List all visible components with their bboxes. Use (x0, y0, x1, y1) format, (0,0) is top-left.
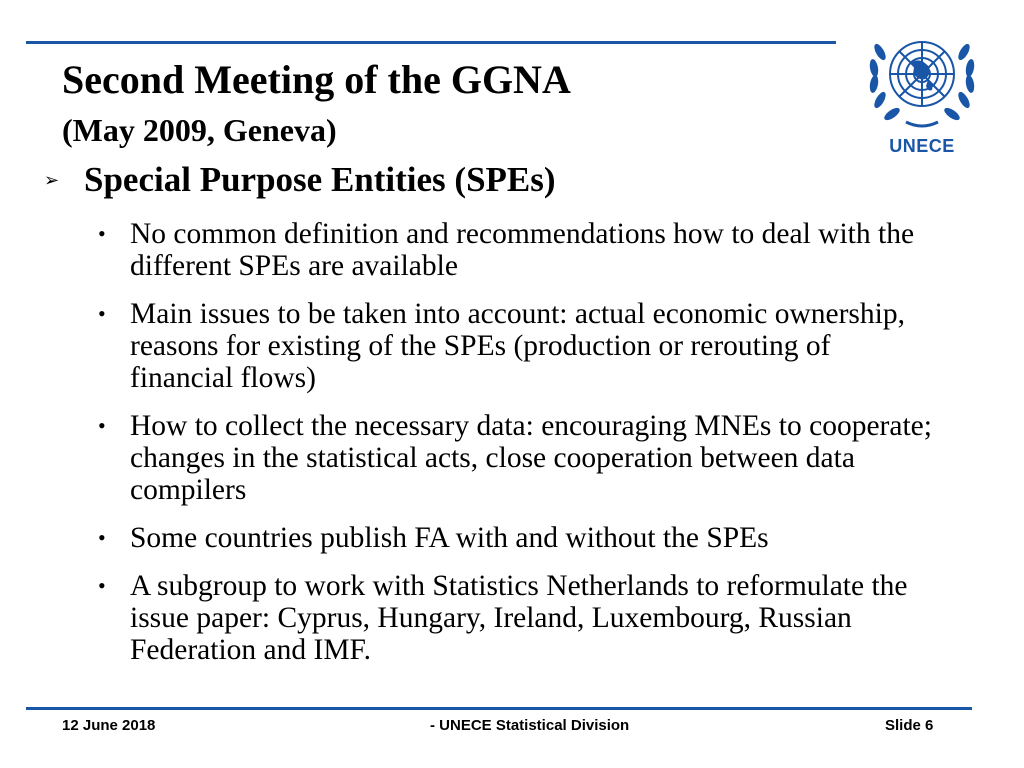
list-item (98, 218, 948, 282)
slide-title: Second Meeting of the GGNA (62, 57, 571, 102)
bottom-divider (26, 707, 972, 710)
footer-date: 12 June 2018 (62, 717, 156, 734)
footer-slide-number: Slide 6 (885, 717, 934, 734)
bullet-dot-icon: • (98, 413, 106, 438)
bullet-dot-icon: • (98, 525, 106, 550)
bullet-dot-icon: • (98, 221, 106, 246)
slide-subtitle: (May 2009, Geneva) (62, 112, 337, 148)
unece-logo (862, 22, 982, 162)
bullet-list (98, 218, 948, 682)
list-item (98, 522, 948, 554)
footer-organization: - UNECE Statistical Division (430, 717, 630, 734)
list-item (98, 410, 948, 506)
logo-text: UNECE (889, 136, 955, 156)
bullet-text: How to collect the necessary data: encouraging MNEs to cooperate; changes in the statistical acts, close cooperation between data compilers (130, 410, 932, 506)
bullet-dot-icon: • (98, 573, 106, 598)
bullet-text: No common definition and recommendations how to deal with the different SPEs are available (130, 218, 915, 282)
un-emblem-icon (862, 22, 982, 134)
bullet-text: A subgroup to work with Statistics Netherlands to reformulate the issue paper: Cyprus, Hungary, Ireland, Luxembourg, Russian Federation and IMF. (130, 570, 908, 666)
top-divider (26, 41, 836, 44)
bullet-dot-icon: • (98, 301, 106, 326)
section-heading (44, 158, 556, 202)
list-item (98, 298, 948, 394)
bullet-text: Some countries publish FA with and without the SPEs (130, 522, 769, 554)
bullet-text: Main issues to be taken into account: actual economic ownership, reasons for existing of the SPEs (production or rerouting of financial flows) (130, 298, 905, 394)
list-item (98, 570, 948, 666)
arrow-bullet-icon: ➢ (44, 170, 60, 190)
section-heading-text: Special Purpose Entities (SPEs) (84, 160, 556, 199)
